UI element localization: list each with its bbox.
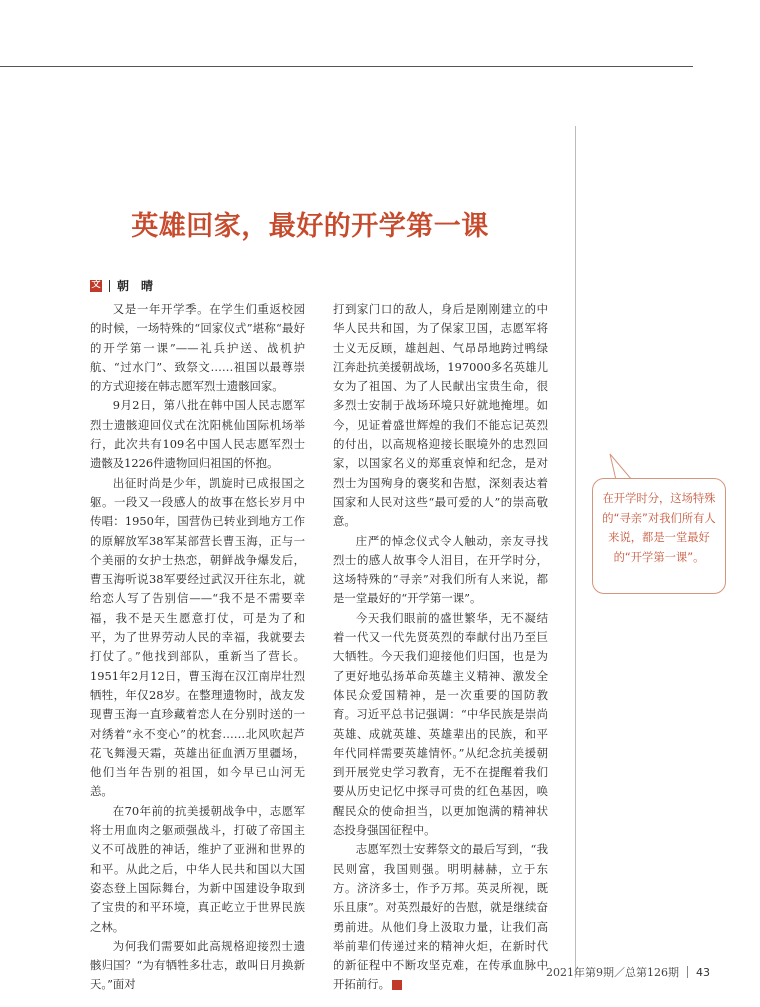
paragraph: 出征时尚是少年，凯旋时已成报国之躯。一段又一段感人的故事在悠长岁月中传唱：1950年，国营伪已转业到地方工作的原解放军38军某部营长曹玉海，正与一个美丽的女护士热恋，朝鲜战争爆发后，曹玉海听说38军要经过武汉开往东北，就给恋人写了告别信——“我不是不需要幸福，我不是天生愿意打仗，可是为了和平，为了世界劳动人民的幸福，我就要去打仗了。”他找到部队，重新当了营长。1951年2月12日，曹玉海在汉江南岸壮烈牺牲，年仅28岁。在整理遗物时，战友发现曹玉海一直珍藏着恋人在分别时送的一对绣着“永不变心”的枕套……北风吹起芦花飞舞漫天霜，英雄出征血洒万里疆场，他们当年告别的祖国，如今早已山河无恙。	[90, 475, 305, 799]
byline-divider	[109, 280, 110, 292]
pullquote: 在开学时分，这场特殊的“寻亲”对我们所有人来说，都是一堂最好的“开学第一课”。	[592, 478, 726, 594]
top-rule	[0, 66, 693, 67]
paragraph: 打到家门口的敌人，身后是刚刚建立的中华人民共和国，为了保家卫国，志愿军将士义无反顾，雄赳赳、气昂昂地跨过鸭绿江奔赴抗美援朝战场，197000多名英雄儿女为了祖国、为了人民献出宝贵生命，很多烈士安制于战场环境只好就地掩埋。如今，见证着盛世辉煌的我们不能忘记英烈的付出，以高规格迎接长眠境外的忠烈回家，以国家名义的郑重哀悼和纪念，是对烈士为国殉身的褒奖和告慰，深刻表达着国家和人民对这些“最可爱的人”的崇高敬意。	[333, 302, 548, 529]
page-number: 43	[696, 965, 710, 979]
byline	[90, 277, 153, 294]
paragraph: 又是一年开学季。在学生们重返校园的时候，一场特殊的“回家仪式”堪称“最好的开学第一课”——礼兵护送、战机护航、“过水门”、致祭文……祖国以最尊崇的方式迎接在韩志愿军烈士遗骸回家。	[90, 302, 305, 394]
paragraph: 今天我们眼前的盛世繁华，无不凝结着一代又一代先贤英烈的奉献付出乃至巨大牺牲。今天我们迎接他们归国，也是为了更好地弘扬革命英雄主义精神、激发全体民众爱国精神，是一次重要的国防教育。习近平总书记强调：“中华民族是崇尚英雄、成就英雄、英雄辈出的民族，和平年代同样需要英雄情怀。”从纪念抗美援朝到开展党史学习教育，无不在提醒着我们要从历史记忆中探寻可贵的红色基因，唤醒民众的使命担当，以更加饱满的精神状态投身强国征程中。	[333, 610, 548, 838]
end-mark-icon: G	[392, 980, 402, 990]
page-footer	[546, 964, 710, 980]
issue-info: 2021年第9期／总第126期	[546, 966, 679, 979]
paragraph-text: 志愿军烈士安葬祭文的最后写到，“我民则富，我国则强。明明赫赫，立于东方。济济多士，作予万邦。英灵所视，既乐且康”。对英烈最好的告慰，就是继续奋勇前进。从他们身上汲取力量，让我们高举前辈们传递过来的精神火炬，在新时代的新征程中不断攻坚克难，在传承血脉中开拓前行。	[333, 842, 548, 992]
paragraph: 在70年前的抗美援朝战争中，志愿军将士用血肉之躯顽强战斗，打破了帝国主义不可战胜的神话，维护了亚洲和世界的和平。从此之后，中华人民共和国以大国姿态登上国际舞台，为新中国建设争取到了宝贵的和平环境，真正屹立于世界民族之林。	[90, 803, 305, 934]
article-title: 英雄回家，最好的开学第一课	[131, 211, 489, 243]
paragraph: 庄严的悼念仪式令人触动，亲友寻找烈士的感人故事令人泪目，在开学时分，这场特殊的“寻亲”对我们所有人来说，都是一堂最好的“开学第一课”。	[333, 533, 548, 606]
article-column-2	[333, 300, 548, 995]
footer-divider	[687, 966, 688, 978]
author-name: 朝 晴	[117, 279, 154, 293]
article-column-1	[90, 300, 305, 995]
paragraph: 9月2日，第八批在韩中国人民志愿军烈士遗骸迎回仪式在沈阳桃仙国际机场举行，此次共有109名中国人民志愿军烈士遗骸及1226件遗物回归祖国的怀抱。	[90, 398, 305, 471]
side-rule	[575, 126, 576, 978]
paragraph-last	[333, 840, 548, 994]
paragraph: 为何我们需要如此高规格迎接烈士遗骸归国？“为有牺牲多壮志，敢叫日月换新天。”面对	[90, 938, 305, 992]
byline-mark-icon: 文	[91, 280, 101, 290]
